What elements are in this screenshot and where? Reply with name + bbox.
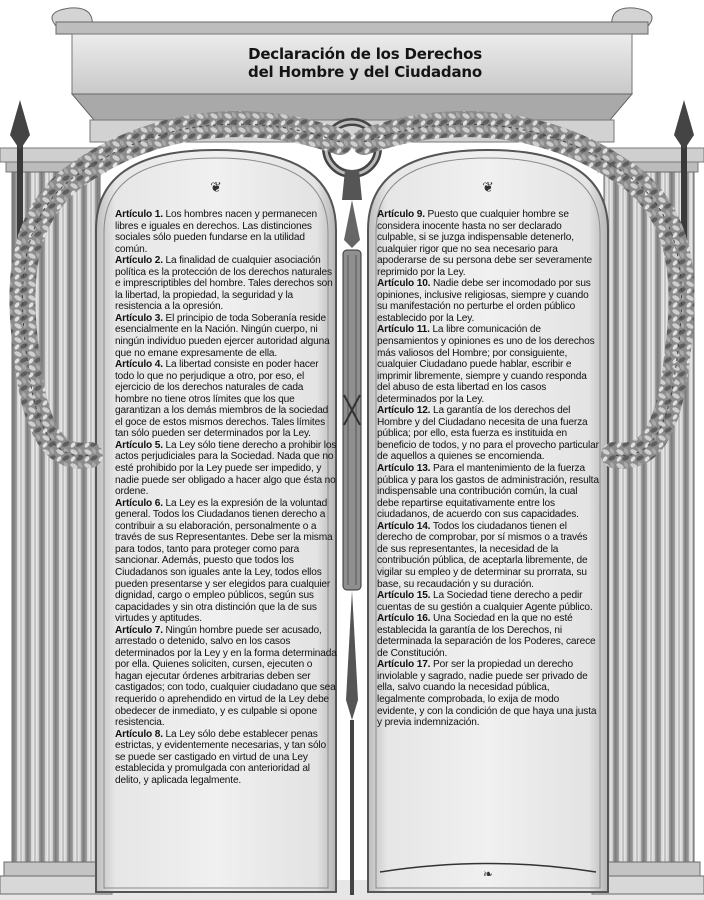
article-label: Artículo 9. <box>377 209 425 220</box>
article-16 <box>377 613 600 659</box>
article-12 <box>377 405 600 463</box>
left-tablet-text <box>115 209 337 786</box>
article-1 <box>115 209 337 255</box>
article-text: La Ley sólo debe establecer penas estrictas, y evidentemente necesarias, y tan sólo se puede ser castigado en virtud de una Ley establecida y promulgada con anterioridad al delito, y aplicada legalmente. <box>115 728 327 786</box>
title-line-1: Declaración de los Derechos <box>248 45 482 63</box>
title-line-2: del Hombre y del Ciudadano <box>248 63 482 81</box>
article-text: Por ser la propiedad un derecho inviolable y sagrado, nadie puede ser privado de ella, salvo cuando la necesidad pública, legalmente comprobada, lo exija de modo evidente, y con la condición de que haya una justa y previa indemnización. <box>377 659 597 729</box>
article-label: Artículo 7. <box>115 624 163 636</box>
article-4 <box>115 359 337 440</box>
article-text: Una Sociedad en la que no esté establecida la garantía de los Derechos, ni determinada la separación de los Poderes, carece de Constitución. <box>377 613 596 659</box>
article-7 <box>115 625 337 729</box>
article-6 <box>115 498 337 625</box>
article-text: La Ley es la expresión de la voluntad general. Todos los Ciudadanos tienen derecho a contribuir a su elaboración, personalmente o a través de sus Representantes. Debe ser la misma para todos, tanto para proteger como para sancionar. Además, puesto que todos los Ciudadanos son iguales ante la Ley, todos ellos pueden presentarse y ser elegidos para cualquier dignidad, cargo o empleo públicos, según sus capacidades y sin otra distinción que la de sus virtudes y aptitudes. <box>115 497 333 625</box>
article-label: Artículo 15. <box>377 590 431 602</box>
article-text: La Ley sólo tiene derecho a prohibir los actos perjudiciales para la Sociedad. Nada que no esté prohibido por la Ley puede ser impedido, y nadie puede ser obligado a hacer algo que ésta no ordene. <box>115 439 337 498</box>
article-label: Artículo 4. <box>115 359 163 371</box>
article-label: Artículo 1. <box>115 209 163 220</box>
article-text: Todos los ciudadanos tienen el derecho de comprobar, por sí mismos o a través de sus representantes, la necesidad de la contribución pública, de aceptarla libremente, de vigilar su empleo y de determinar su prorrata, su base, su recaudación y su duración. <box>377 520 588 590</box>
article-label: Artículo 8. <box>115 728 163 740</box>
article-text: La Sociedad tiene derecho a pedir cuentas de su gestión a cualquier Agente público. <box>377 590 593 613</box>
article-2 <box>115 255 337 313</box>
article-11 <box>377 324 600 405</box>
article-label: Artículo 5. <box>115 439 163 451</box>
article-label: Artículo 16. <box>377 613 431 625</box>
article-text: La libre comunicación de pensamientos y opiniones es uno de los derechos más valiosos del Hombre; por consiguiente, cualquier Ciudadano puede hablar, escribir e imprimir libremente, siempre y cuando responda del abuso de esta libertad en los casos determinados por la Ley. <box>377 324 595 405</box>
article-text: Los hombres nacen y permanecen libres e iguales en derechos. Las distinciones sociales sólo pueden fundarse en la utilidad común. <box>115 209 317 255</box>
article-text: El principio de toda Soberanía reside esencialmente en la Nación. Ningún cuerpo, ni ningún individuo pueden ejercer autoridad alguna que no emane expresamente de ella. <box>115 312 330 359</box>
article-label: Artículo 3. <box>115 312 163 324</box>
article-text: Para el mantenimiento de la fuerza pública y para los gastos de administración, resulta indispensable una contribución común, la cual debe repartirse equitativamente entre los ciudadanos, de acuerdo con sus capacidades. <box>377 463 599 521</box>
article-label: Artículo 11. <box>377 324 430 336</box>
svg-text:❧: ❧ <box>482 867 494 881</box>
article-text: La garantía de los derechos del Hombre y del Ciudadano necesita de una fuerza pública; por ello, esta fuerza es instituida en beneficio de todos, y no para el provecho particular de aquellos a quienes se encomienda. <box>377 405 599 463</box>
svg-text:❦: ❦ <box>210 180 222 196</box>
article-label: Artículo 10. <box>377 278 431 290</box>
article-label: Artículo 2. <box>115 255 163 267</box>
article-label: Artículo 13. <box>377 463 431 475</box>
article-15 <box>377 590 600 613</box>
article-text: La finalidad de cualquier asociación política es la protección de los derechos naturales e imprescriptibles del hombre. Tales derechos son la libertad, la propiedad, la seguridad y la resistencia a la opresión. <box>115 255 333 313</box>
article-text: Ningún hombre puede ser acusado, arrestado o detenido, salvo en los casos determinados por la Ley y en la forma determinada por ella. Quienes soliciten, cursen, ejecuten o hagan ejecutar órdenes arbitrarias deben ser castigados; con todo, cualquier ciudadano que sea requerido o aprehendido en virtud de la Ley debe obedecer de inmediato, y es culpable si opone resistencia. <box>115 624 337 729</box>
right-tablet-text <box>377 209 600 729</box>
article-17 <box>377 659 600 728</box>
article-13 <box>377 463 600 521</box>
article-label: Artículo 17. <box>377 659 431 671</box>
article-8 <box>115 729 337 787</box>
article-label: Artículo 6. <box>115 497 163 509</box>
article-text: La libertad consiste en poder hacer todo lo que no perjudique a otro, por eso, el ejercicio de los derechos naturales de cada hombre no tiene otros límites que los que garantizan a los demás miembros de la sociedad el goce de estos mismos derechos. Tales límites tan sólo pueden ser determinados por la Ley. <box>115 359 329 440</box>
article-5 <box>115 440 337 498</box>
article-label: Artículo 12. <box>377 405 431 417</box>
article-9 <box>377 209 600 278</box>
article-label: Artículo 14. <box>377 520 431 532</box>
article-10 <box>377 278 600 324</box>
article-text: Nadie debe ser incomodado por sus opiniones, inclusive religiosas, siempre y cuando su manifestación no perturbe el orden público establecido por la Ley. <box>377 278 591 324</box>
article-14 <box>377 521 600 590</box>
page-title <box>150 45 580 81</box>
svg-text:❦: ❦ <box>482 180 494 196</box>
article-text: Puesto que cualquier hombre se considera inocente hasta no ser declarado culpable, si se juzga indispensable detenerlo, cualquier rigor que no sea necesario para apoderarse de su persona debe ser severamente reprimido por la Ley. <box>377 209 593 278</box>
article-3 <box>115 313 337 359</box>
